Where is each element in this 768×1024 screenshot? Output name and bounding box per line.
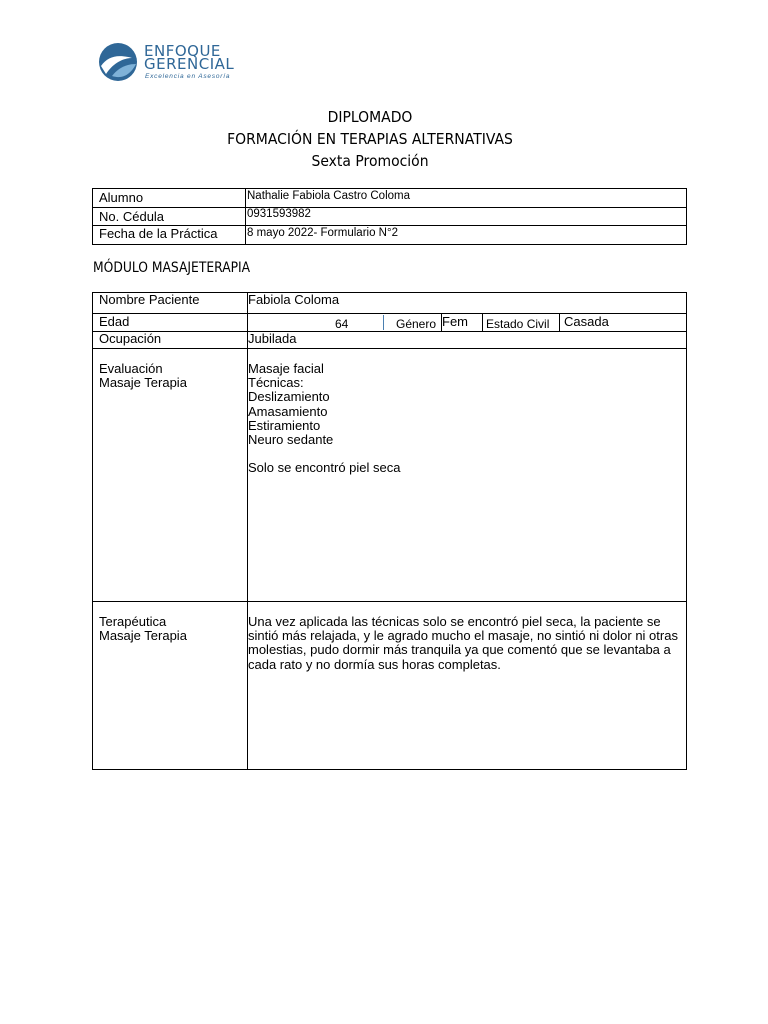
- evaluacion-content: [248, 362, 400, 475]
- estado-civil-label: Estado Civil: [486, 317, 550, 331]
- terapeutica-content: [248, 615, 678, 672]
- genero-label: Género: [396, 317, 437, 331]
- logo-text-line2: GERENCIAL: [144, 55, 235, 73]
- fecha-value: 8 mayo 2022- Formulario N°2: [247, 227, 398, 239]
- ocupacion-label: Ocupación: [99, 331, 162, 346]
- estado-civil-value: Casada: [564, 314, 609, 329]
- module-title: MÓDULO MASAJETERAPIA: [93, 260, 251, 276]
- evaluacion-line: Masaje facial: [248, 361, 324, 376]
- header-line-1: DIPLOMADO: [327, 108, 413, 126]
- logo-tagline: Excelencia en Asesoría: [145, 73, 231, 80]
- evaluacion-label: Evaluación Masaje Terapia: [99, 361, 187, 391]
- evaluacion-note: Solo se encontró piel seca: [248, 460, 401, 476]
- terapeutica-line: Una vez aplicada las técnicas solo se encontró piel seca, la paciente se: [248, 614, 661, 629]
- terapeutica-label: Terapéutica Masaje Terapia: [99, 614, 187, 644]
- edad-value: 64: [335, 317, 349, 331]
- logo-emblem-icon: [98, 42, 140, 82]
- evaluacion-line: Neuro sedante: [248, 432, 334, 448]
- terapeutica-line: cada rato y no dormía sus horas completas.: [248, 656, 501, 672]
- logo-text-line1: ENFOQUE: [144, 42, 221, 60]
- nombre-paciente-value: Fabiola Coloma: [248, 292, 340, 307]
- evaluacion-line: Amasamiento: [248, 403, 328, 419]
- terapeutica-line: molestias, pudo dormir más tranquila ya que comentó que se levantaba a: [248, 642, 671, 658]
- company-logo: [98, 40, 248, 84]
- alumno-value: Nathalie Fabiola Castro Coloma: [247, 190, 410, 202]
- header-line-3: Sexta Promoción: [311, 152, 429, 170]
- evaluacion-line: Técnicas:: [248, 375, 304, 391]
- alumno-label: Alumno: [99, 190, 144, 205]
- document-header: [0, 106, 740, 172]
- cedula-label: No. Cédula: [99, 209, 165, 224]
- evaluacion-line: Estiramiento: [248, 417, 321, 433]
- evaluacion-line: Deslizamiento: [248, 389, 330, 405]
- header-line-2: FORMACIÓN EN TERAPIAS ALTERNATIVAS: [227, 130, 513, 148]
- terapeutica-line: sintió más relajada, y le agrado mucho el masaje, no sintió ni dolor ni otras: [248, 628, 678, 644]
- genero-value: Fem: [442, 314, 468, 329]
- fecha-label: Fecha de la Práctica: [99, 226, 218, 241]
- ocupacion-value: Jubilada: [248, 331, 297, 346]
- nombre-paciente-label: Nombre Paciente: [99, 292, 200, 307]
- cedula-value: 0931593982: [247, 208, 311, 220]
- edad-label: Edad: [99, 314, 130, 329]
